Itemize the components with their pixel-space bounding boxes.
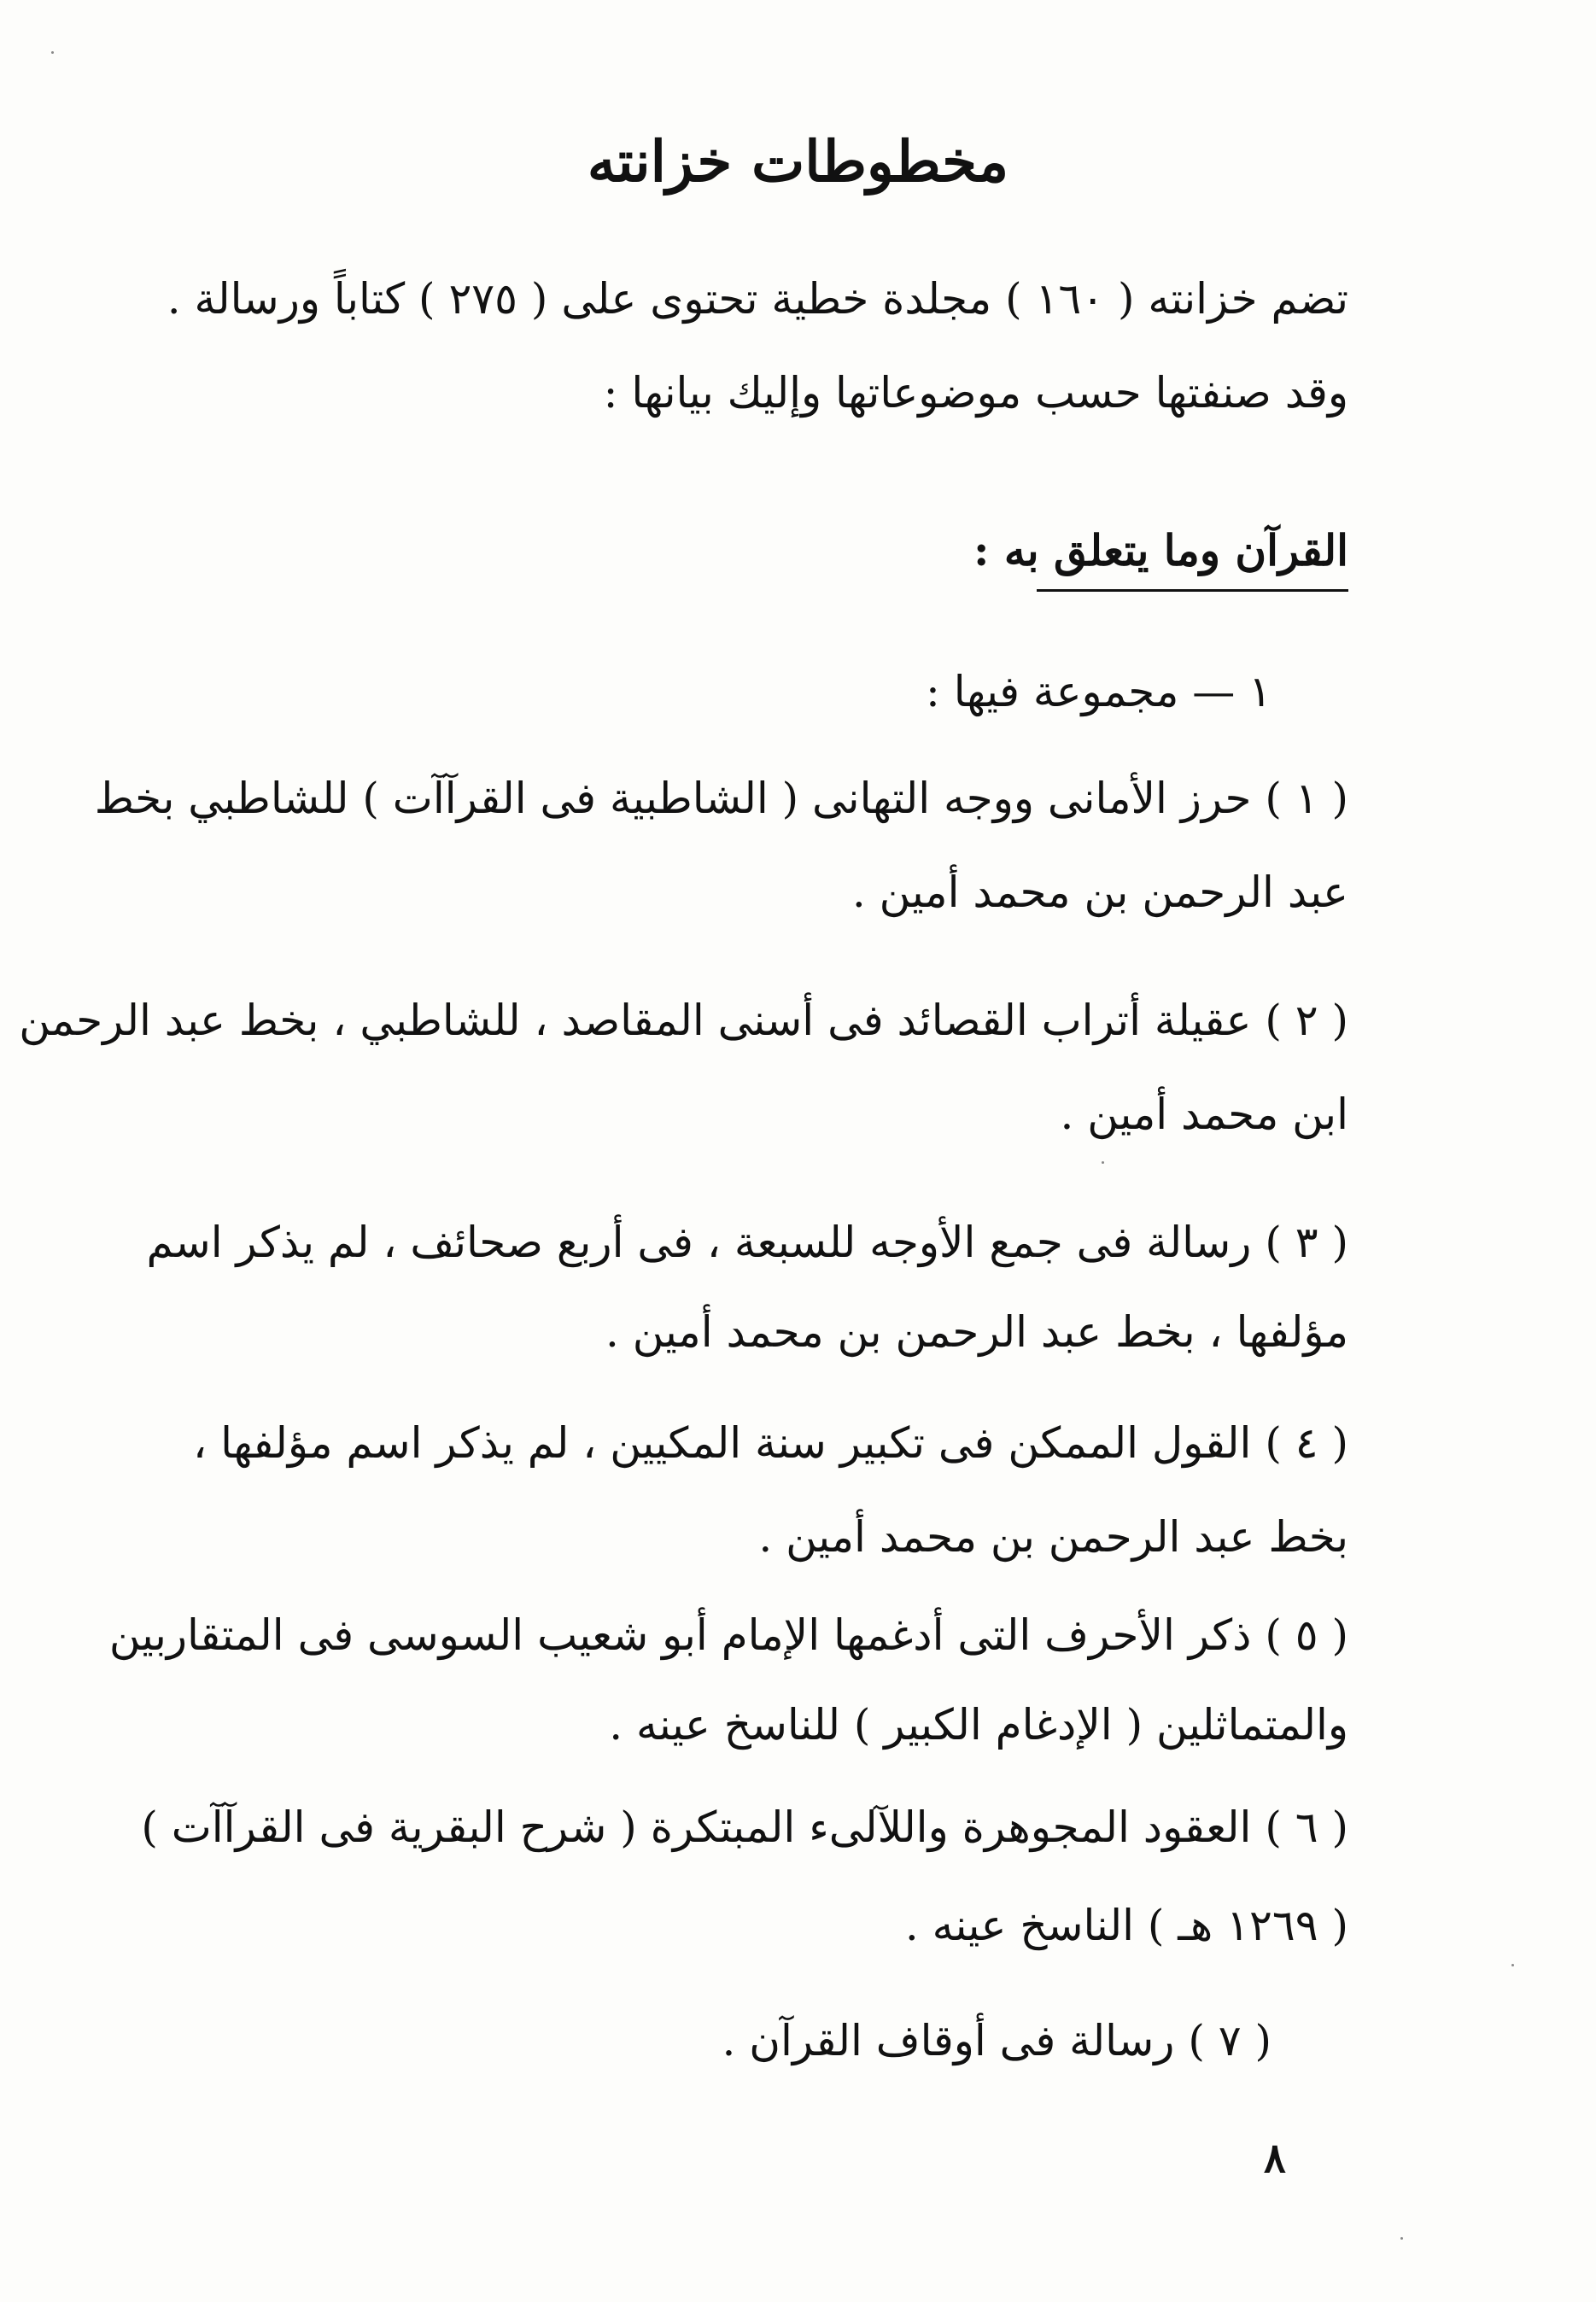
item-5-line-2: والمتماثلين ( الإدغام الكبير ) للناسخ عينه .	[609, 1700, 1348, 1750]
paper-speck	[1102, 1161, 1104, 1164]
page-number: ٨	[1264, 2135, 1286, 2182]
section-heading: القرآن وما يتعلق به :	[973, 525, 1348, 576]
item-7-line-1: ( ٧ ) رسالة فى أوقاف القرآن .	[722, 2016, 1272, 2065]
item-4-line-1: ( ٤ ) القول الممكن فى تكبير سنة المكيين ، لم يذكر اسم مؤلفها ،	[193, 1418, 1348, 1468]
paper-speck	[51, 51, 54, 54]
group-heading: ١ — مجموعة فيها :	[926, 667, 1272, 716]
item-6-line-2: ( ١٢٦٩ هـ ) الناسخ عينه .	[904, 1901, 1348, 1950]
item-2-line-1: ( ٢ ) عقيلة أتراب القصائد فى أسنى المقاصد ، للشاطبي ، بخط عبد الرحمن	[19, 996, 1348, 1045]
item-4-line-2: بخط عبد الرحمن بن محمد أمين .	[758, 1512, 1348, 1562]
item-5-line-1: ( ٥ ) ذكر الأحرف التى أدغمها الإمام أبو شعيب السوسى فى المتقاربين	[108, 1610, 1348, 1660]
item-1-line-1: ( ١ ) حرز الأمانى ووجه التهانى ( الشاطبية فى القرآآت ) للشاطبي بخط	[94, 774, 1348, 823]
paper-speck	[1511, 1964, 1514, 1966]
item-3-line-1: ( ٣ ) رسالة فى جمع الأوجه للسبعة ، فى أربع صحائف ، لم يذكر اسم	[146, 1218, 1348, 1267]
item-6-line-1: ( ٦ ) العقود المجوهرة واللآلىء المبتكرة ( شرح البقرية فى القرآآت )	[141, 1802, 1348, 1852]
section-heading-underline	[1037, 589, 1348, 592]
paper-speck	[1400, 2237, 1403, 2240]
item-3-line-2: مؤلفها ، بخط عبد الرحمن بن محمد أمين .	[605, 1307, 1348, 1357]
intro-line-1: تضم خزانته ( ١٦٠ ) مجلدة خطية تحتوى على ( ٢٧٥ ) كتاباً ورسالة .	[167, 274, 1348, 324]
intro-line-2: وقد صنفتها حسب موضوعاتها وإليك بيانها :	[603, 368, 1348, 418]
item-2-line-2: ابن محمد أمين .	[1060, 1090, 1348, 1139]
page-title: مخطوطات خزانته	[587, 128, 1009, 195]
item-1-line-2: عبد الرحمن بن محمد أمين .	[851, 868, 1348, 917]
